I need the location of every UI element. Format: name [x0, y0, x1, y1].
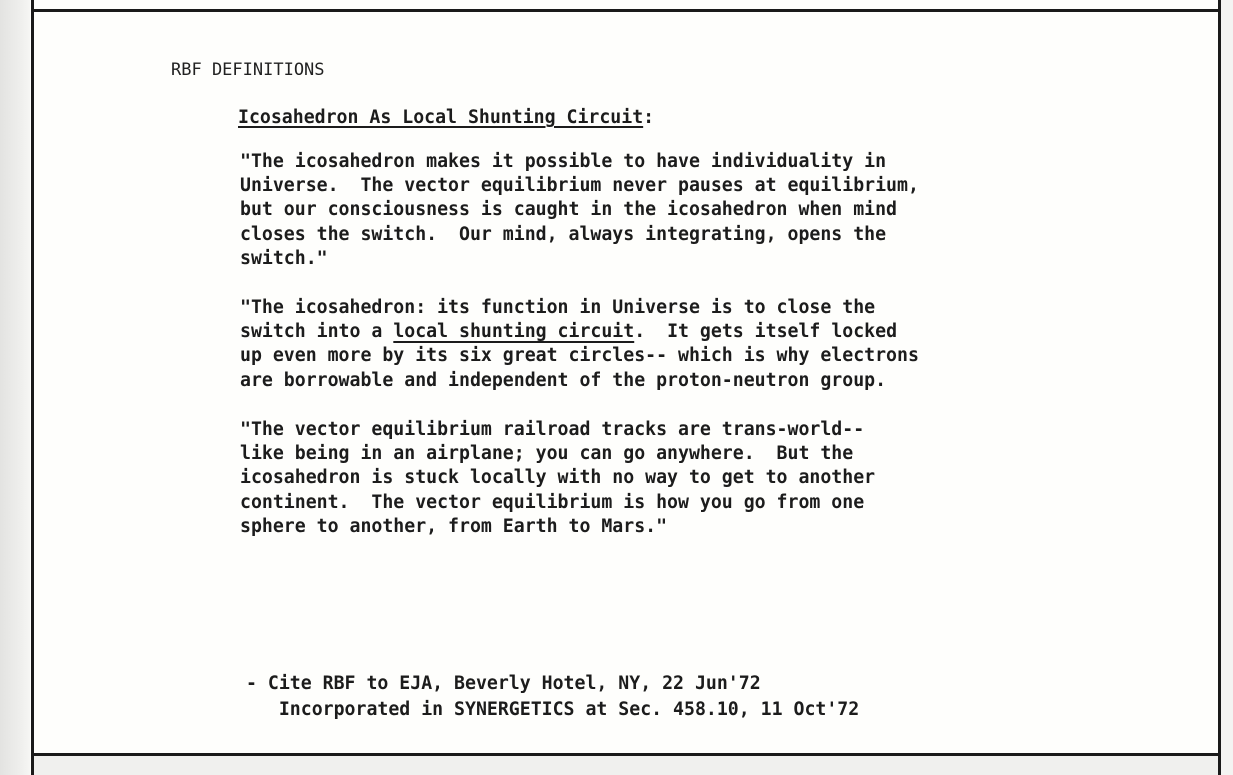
- text-line: "The icosahedron makes it possible to have individuality in: [240, 151, 887, 172]
- citation-line: Incorporated in SYNERGETICS at Sec. 458.10, 11 Oct'72: [246, 699, 860, 720]
- text-segment: . It gets itself locked: [634, 321, 898, 343]
- text-line: icosahedron is stuck locally with no way to get to another: [240, 467, 876, 489]
- text-line: closes the switch. Our mind, always integrating, opens the: [240, 223, 887, 245]
- text-line: Universe. The vector equilibrium never pauses at equilibrium,: [240, 175, 919, 197]
- text-line: sphere to another, from Earth to Mars.": [240, 515, 668, 537]
- text-line: up even more by its six great circles-- which is why electrons: [240, 345, 919, 367]
- card-heading: RBF DEFINITIONS: [171, 60, 325, 80]
- citation-line: - Cite RBF to EJA, Beverly Hotel, NY, 22 Jun'72: [246, 673, 761, 694]
- entry-title: Icosahedron As Local Shunting Circuit: [238, 107, 644, 128]
- text-line: "The icosahedron: its function in Universe is to close the: [240, 297, 876, 318]
- text-line: switch.": [240, 247, 328, 269]
- next-card-edge: [34, 756, 1218, 775]
- text-line: like being in an airplane; you can go anywhere. But the: [240, 443, 854, 465]
- text-line: but our consciousness is caught in the icosahedron when mind: [240, 199, 897, 221]
- entry-title-colon: :: [643, 107, 655, 128]
- text-line: continent. The vector equilibrium is how you go from one: [240, 491, 865, 513]
- card-border-right: [1218, 0, 1221, 775]
- card-border-top: [31, 9, 1221, 12]
- text-line-with-emphasis: [240, 320, 919, 344]
- quote-paragraph-3: [240, 418, 875, 539]
- text-segment: switch into a: [240, 321, 394, 343]
- text-line: are borrowable and independent of the proton-neutron group.: [240, 369, 887, 391]
- card-border-left: [31, 0, 34, 775]
- underlined-term: local shunting circuit: [393, 321, 635, 343]
- text-line: "The vector equilibrium railroad tracks are trans-world--: [240, 419, 865, 440]
- citation: [246, 671, 859, 723]
- scan-margin-left: [0, 0, 30, 775]
- quote-paragraph-2: [240, 296, 919, 393]
- entry-title-row: [238, 107, 654, 128]
- quote-paragraph-1: [240, 150, 919, 271]
- scan-margin-right: [1221, 0, 1233, 775]
